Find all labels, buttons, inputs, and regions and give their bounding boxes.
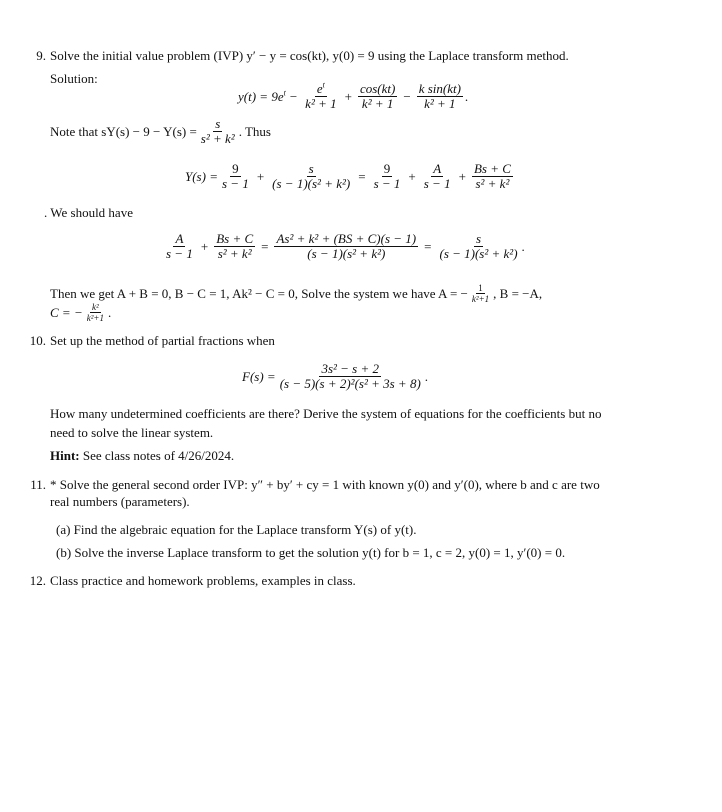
note-line: [50, 117, 271, 146]
note-fraction: $\frac{s}{\text{s² + k²}}$: [200, 116, 235, 146]
eq2-fraction-5: $\frac{Bs + C}{\text{s² + k²}}$: [473, 161, 511, 191]
problem-12-number: 12.: [29, 573, 46, 588]
eq2-lhs: Y(s) =: [185, 168, 218, 184]
should-have-text: . We should have: [44, 205, 133, 220]
eq1-fraction-1: $\frac{e^t}{\text{k² + 1}}$: [305, 80, 337, 111]
problem-11-part-a: (a) Find the algebraic equation for the Laplace transform Y(s) of y(t).: [56, 522, 417, 537]
solution-label: Solution:: [50, 71, 98, 86]
then-text: Then we get A + B = 0, B − C = 1, Ak² − C = 0, Solve the system we have A = −: [50, 285, 468, 301]
hint-label: Hint:: [50, 448, 80, 463]
problem-11-number: 11.: [30, 477, 46, 492]
problem-9-statement: Solve the initial value problem (IVP) y′ − y = cos(kt), y(0) = 9 using the Laplace transform method.: [50, 48, 569, 63]
eq2-fraction-4: $\frac{A}{s - 1}$: [423, 161, 451, 191]
problem-10-statement: Set up the method of partial fractions when: [50, 333, 275, 348]
problem-10-number: 10.: [29, 333, 46, 348]
note-suffix: . Thus: [238, 123, 271, 139]
hint-line: [50, 448, 234, 464]
problem-10-question-line-1: How many undetermined coefficients are there? Derive the system of equations for the coefficients but no: [50, 406, 602, 421]
hint-text: See class notes of 4/26/2024.: [82, 448, 235, 463]
problem-11-line-1: * Solve the general second order IVP: y″ + by′ + cy = 1 with known y(0) and y′(0), where b and c are two: [50, 477, 600, 492]
eq3-fraction-1: $\frac{A}{s - 1}$: [166, 231, 193, 261]
f-lhs: F(s) =: [242, 368, 276, 384]
eq2-fraction-3: $\frac{9}{s - 1}$: [373, 161, 401, 191]
problem-10-question-line-2: need to solve the linear system.: [50, 425, 214, 440]
eq1-fraction-3: $\frac{\text{k sin(kt)}}{\text{k² + 1}}$: [418, 81, 461, 111]
eq3-fraction-4: $\frac{s}{\text{(s − 1)(s² + k²)}}$: [439, 231, 518, 261]
f-fraction: $\frac{\text{3s² − s + 2}}{\text{(s − 5)(s + 2)²(s² + 3s + 8)}}$: [279, 361, 421, 391]
eq3-fraction-3: $\frac{\text{As² + k² + (BS + C)(s − 1)}}{\text{(s − 1)(s² + k²)}}$: [276, 231, 417, 261]
problem-12-text: Class practice and homework problems, examples in class.: [50, 573, 356, 588]
equation-y-of-t: $y(t) = 9e^t$ − $\frac{e^t}{\text{k² + 1}}$ + $\frac{\cos(kt)}{\text{k² + 1}}$ − $\frac{\text{k sin(kt)}}{\text{k² + 1}}$ .: [238, 80, 469, 111]
eq1-fraction-2: $\frac{\cos(kt)}{\text{k² + 1}}$: [359, 81, 396, 111]
problem-11-part-b: (b) Solve the inverse Laplace transform to get the solution y(t) for b = 1, c = 2, y(0) = 1, y′(0) = 0.: [56, 545, 566, 560]
problem-9-number: 9.: [36, 48, 46, 63]
c-fraction: $\frac{\text{k²}}{\text{k²+1}}$: [86, 302, 104, 323]
then-fraction: $\frac{1}{\text{k²+1}}$: [471, 283, 490, 304]
note-prefix: Note that sY(s) − 9 − Y(s) =: [50, 123, 197, 139]
problem-11-line-2: real numbers (parameters).: [50, 494, 190, 509]
then-line: [50, 283, 542, 304]
eq2-fraction-1: $\frac{9}{s - 1}$: [221, 161, 249, 191]
equation-partial-fractions: $\frac{A}{s - 1}$ + $\frac{Bs + C}{\text{s² + k²}}$ = $\frac{\text{As² + k² + (BS + C)(s − 1)}}{\text{(s − 1)(s² + k²)}}$ = $\frac{s}{\text{(s − 1)(s² + k²)}}$ .: [166, 231, 525, 261]
c-line: C = − $\frac{\text{k²}}{\text{k²+1}}$ .: [50, 302, 112, 323]
eq2-fraction-2: $\frac{s}{\text{(s − 1)(s² + k²)}}$: [272, 161, 351, 191]
equation-Y-of-s: Y(s) = $\frac{9}{s - 1}$ + $\frac{s}{\text{(s − 1)(s² + k²)}}$ = $\frac{9}{s - 1}$ + $\frac{A}{s - 1}$ + $\frac{Bs + C}{\text{s² + k²}}$: [185, 161, 511, 191]
c-prefix: C = −: [50, 304, 83, 320]
equation-F-of-s: F(s) = $\frac{\text{3s² − s + 2}}{\text{(s − 5)(s + 2)²(s² + 3s + 8)}}$ .: [242, 361, 429, 391]
eq1-lhs: $y(t) = 9e^t$: [238, 88, 286, 104]
then-tail: , B = −A,: [493, 285, 543, 301]
eq3-fraction-2: $\frac{Bs + C}{\text{s² + k²}}$: [216, 231, 254, 261]
